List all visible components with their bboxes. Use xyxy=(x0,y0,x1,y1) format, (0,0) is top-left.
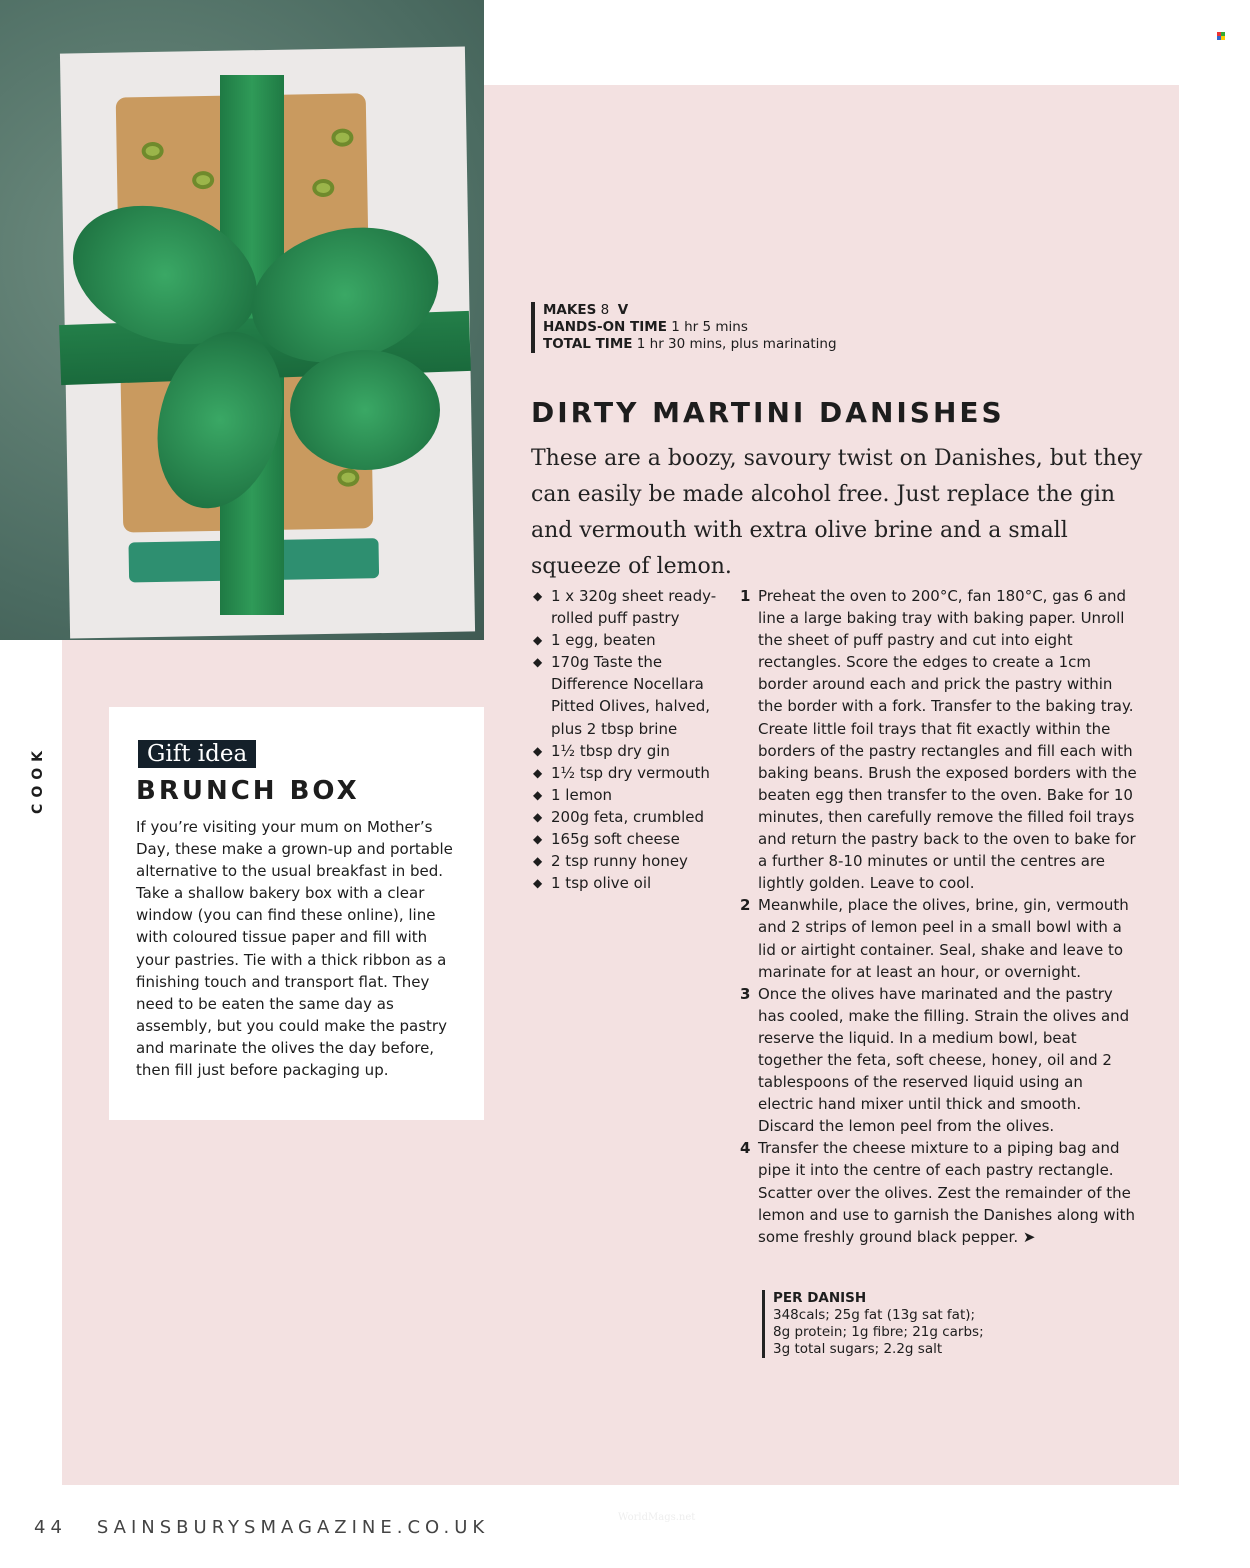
method-step xyxy=(740,1137,1140,1247)
gift-idea-tag: Gift idea xyxy=(138,740,256,768)
brand-logo-icon xyxy=(1217,32,1225,40)
step-number: 1 xyxy=(740,587,751,605)
total-time-value: 1 hr 30 mins, plus marinating xyxy=(636,336,837,352)
total-time-label: TOTAL TIME xyxy=(543,336,633,352)
hands-on-value: 1 hr 5 mins xyxy=(671,319,748,335)
nutrition-label: PER DANISH xyxy=(773,1290,867,1306)
gift-title: BRUNCH BOX xyxy=(136,776,360,806)
method-steps xyxy=(740,585,1140,1248)
nutrition-line: 3g total sugars; 2.2g salt xyxy=(773,1341,943,1357)
gift-idea-box xyxy=(109,707,484,1120)
footer xyxy=(34,1517,489,1538)
ingredient-item: ◆ 165g soft cheese xyxy=(533,828,733,850)
ingredient-item: ◆ 1 x 320g sheet ready-rolled puff pastry xyxy=(533,585,733,629)
ingredient-item: ◆ 2 tsp runny honey xyxy=(533,850,733,872)
continue-arrow-icon: ➤ xyxy=(1022,1227,1036,1246)
method-step xyxy=(740,585,1140,894)
method-step xyxy=(740,983,1140,1138)
ingredient-item: ◆ 1 egg, beaten xyxy=(533,629,733,651)
method-step xyxy=(740,894,1140,982)
ingredient-item: ◆ 1½ tbsp dry gin xyxy=(533,740,733,762)
website-link[interactable]: SAINSBURYSMAGAZINE.CO.UK xyxy=(96,1517,490,1538)
ingredients-list xyxy=(533,585,733,894)
recipe-title: DIRTY MARTINI DANISHES xyxy=(531,396,1005,429)
nutrition-line: 348cals; 25g fat (13g sat fat); xyxy=(773,1307,976,1323)
makes-value: 8 xyxy=(600,302,610,318)
step-text: Meanwhile, place the olives, brine, gin, vermouth and 2 strips of lemon peel in a small bowl with a lid or airtight container. Seal, shake and leave to marinate for at least an hour, or overnight. xyxy=(758,896,1129,981)
section-label: COOK xyxy=(30,745,46,814)
step-text: Transfer the cheese mixture to a piping bag and pipe it into the centre of each pastry rectangle. Scatter over the olives. Zest the remainder of the lemon and use to garnish the Danishes along with some freshly ground black pepper. xyxy=(758,1139,1136,1246)
nutrition-line: 8g protein; 1g fibre; 21g carbs; xyxy=(773,1324,984,1340)
makes-label: MAKES xyxy=(543,302,597,318)
step-number: 2 xyxy=(740,896,751,915)
danish-gift-box-photo xyxy=(0,0,484,640)
watermark: WorldMags.net xyxy=(618,1512,696,1523)
step-number: 4 xyxy=(740,1139,751,1158)
recipe-intro: These are a boozy, savoury twist on Danishes, but they can easily be made alcohol free. Just replace the gin and vermouth with extra olive brine and a small squeeze of lemon. xyxy=(531,446,1143,579)
page-number: 44 xyxy=(34,1517,67,1538)
step-number: 3 xyxy=(740,984,751,1003)
vegetarian-badge: V xyxy=(617,302,629,318)
recipe-stats xyxy=(531,302,837,353)
ingredient-item: ◆ 1½ tsp dry vermouth xyxy=(533,762,733,784)
hands-on-label: HANDS-ON TIME xyxy=(543,319,667,335)
ingredient-item: ◆ 1 lemon xyxy=(533,784,733,806)
ingredient-item: ◆ 1 tsp olive oil xyxy=(533,872,733,894)
ingredient-item: ◆ 200g feta, crumbled xyxy=(533,806,733,828)
ingredient-item: ◆ 170g Taste the Difference Nocellara Pitted Olives, halved, plus 2 tbsp brine xyxy=(533,651,733,739)
nutrition-info xyxy=(762,1290,984,1358)
step-text: Once the olives have marinated and the pastry has cooled, make the filling. Strain the olives and reserve the liquid. In a medium bowl, beat together the feta, soft cheese, honey, oil and 2 tablespoons of the reserved liquid using an electric hand mixer until thick and smooth. Discard the lemon peel from the olives. xyxy=(758,984,1130,1136)
step-text: Preheat the oven to 200°C, fan 180°C, gas 6 and line a large baking tray with baking paper. Unroll the sheet of puff pastry and cut into eight rectangles. Score the edges to create a 1cm border around each and prick the pastry within the border with a fork. Transfer to the baking tray. Create little foil trays that fit exactly within the borders of the pastry rectangles and fill each with baking beans. Brush the exposed borders with the beaten egg then transfer to the oven. Bake for 10 minutes, then carefully remove the filled foil trays and return the pastry back to the oven to bake for a further 8-10 minutes or until the centres are lightly golden. Leave to cool. xyxy=(758,587,1137,893)
gift-body: If you’re visiting your mum on Mother’s Day, these make a grown-up and portable alternative to the usual breakfast in bed. Take a shallow bakery box with a clear window (you can find these online), line with coloured tissue paper and fill with your pastries. Tie with a thick ribbon as a finishing touch and transport flat. They need to be eaten the same day as assembly, but you could make the pastry and marinate the olives the day before, then fill just before packaging up. xyxy=(136,818,453,1080)
